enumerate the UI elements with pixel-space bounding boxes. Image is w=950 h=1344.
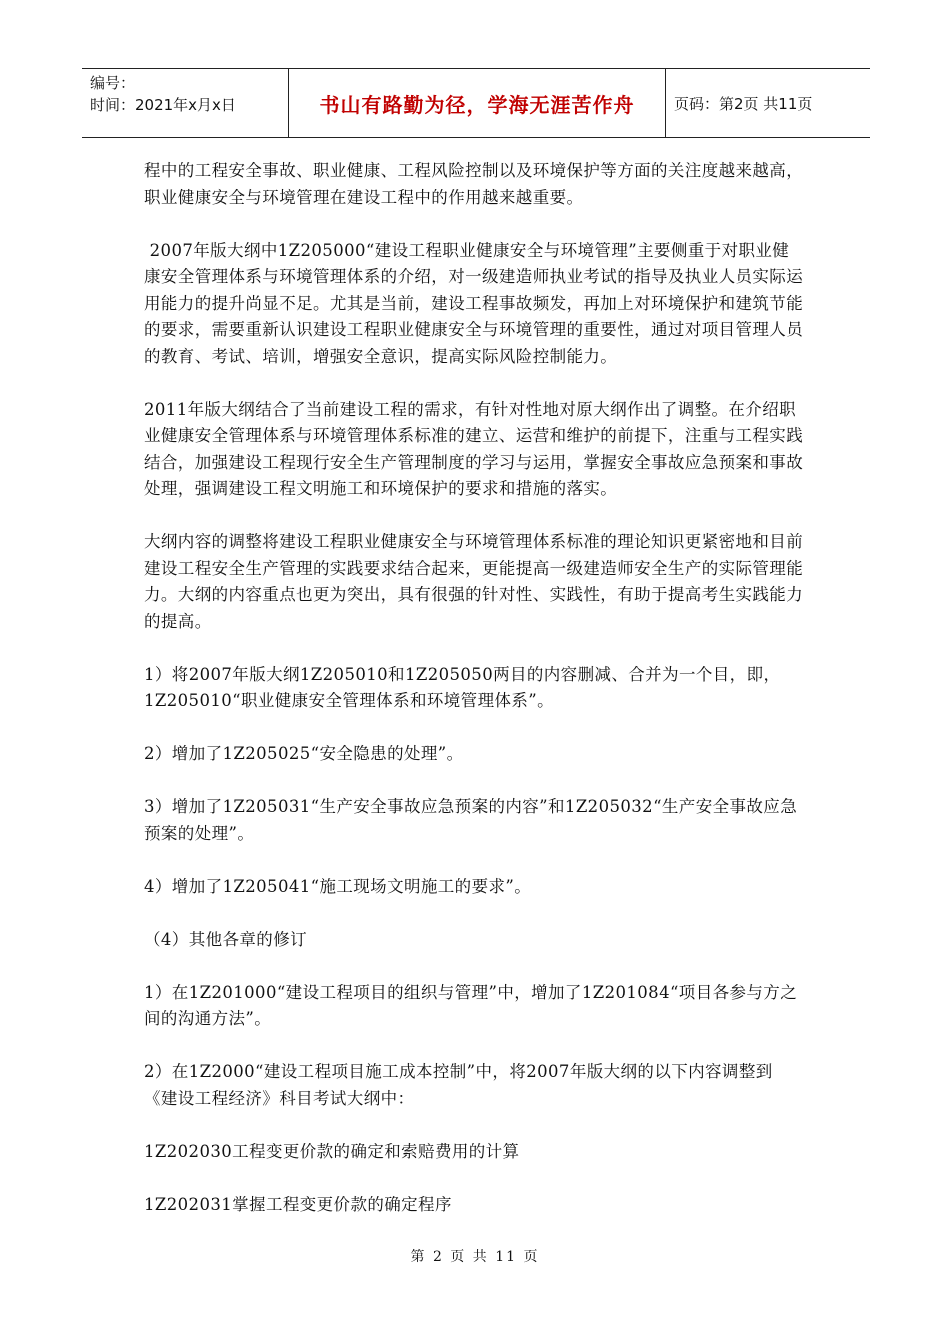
paragraph: 程中的工程安全事故、职业健康、工程风险控制以及环境保护等方面的关注度越来越高，职业健康安全与环境管理在建设工程中的作用越来越重要。	[144, 161, 804, 207]
document-number-label: 编号：	[90, 74, 136, 92]
document-time-label: 时间：2021年x月x日	[90, 96, 236, 114]
list-item: 3）增加了1Z205031“生产安全事故应急预案的内容”和1Z205032“生产安全事故应急预案的处理”。	[144, 797, 798, 843]
paragraph: 1Z202031掌握工程变更价款的确定程序	[144, 1194, 452, 1214]
paragraph: 大纲内容的调整将建设工程职业健康安全与环境管理体系标准的理论知识更紧密地和目前建设工程安全生产管理的实践要求结合起来，更能提高一级建造师安全生产的实际管理能力。大纲的内容重点也更为突出，具有很强的针对性、实践性，有助于提高考生实践能力的提高。	[144, 532, 804, 631]
paragraph: 1Z202030工程变更价款的确定和索赔费用的计算	[144, 1141, 520, 1161]
paragraph: 2011年版大纲结合了当前建设工程的需求，有针对性地对原大纲作出了调整。在介绍职业健康安全管理体系与环境管理体系标准的建立、运营和维护的前提下，注重与工程实践结合，加强建设工程现行安全生产管理制度的学习与运用，掌握安全事故应急预案和事故处理，强调建设工程文明施工和环境保护的要求和措施的落实。	[144, 399, 804, 498]
list-item: 2）增加了1Z205025“安全隐患的处理”。	[144, 744, 464, 763]
page-header	[82, 68, 870, 138]
header-page-info: 页码：第2页 共11页	[674, 94, 813, 113]
list-item: 2）在1Z2000“建设工程项目施工成本控制”中，将2007年版大纲的以下内容调整到《建设工程经济》科目考试大纲中：	[144, 1062, 773, 1108]
list-item: 1）在1Z201000“建设工程项目的组织与管理”中，增加了1Z201084“项目各参与方之间的沟通方法”。	[144, 982, 798, 1028]
document-body	[144, 158, 804, 1245]
header-meta	[82, 69, 289, 137]
list-item: 1）将2007年版大纲1Z205010和1Z205050两目的内容删减、合并为一个目，即，1Z205010“职业健康安全管理体系和环境管理体系”。	[144, 664, 781, 710]
page-footer: 第 2 页 共 11 页	[410, 1249, 540, 1265]
paragraph: 2007年版大纲中1Z205000“建设工程职业健康安全与环境管理”主要侧重于对职业健康安全管理体系与环境管理体系的介绍，对一级建造师执业考试的指导及执业人员实际运用能力的提升尚显不足。尤其是当前，建设工程事故频发，再加上对环境保护和建筑节能的要求，需要重新认识建设工程职业健康安全与环境管理的重要性，通过对项目管理人员的教育、考试、培训，增强安全意识，提高实际风险控制能力。	[144, 240, 804, 366]
header-motto: 书山有路勤为径，学海无涯苦作舟	[289, 69, 666, 137]
list-item: 4）增加了1Z205041“施工现场文明施工的要求”。	[144, 876, 532, 896]
section-heading: （4）其他各章的修订	[144, 929, 307, 949]
